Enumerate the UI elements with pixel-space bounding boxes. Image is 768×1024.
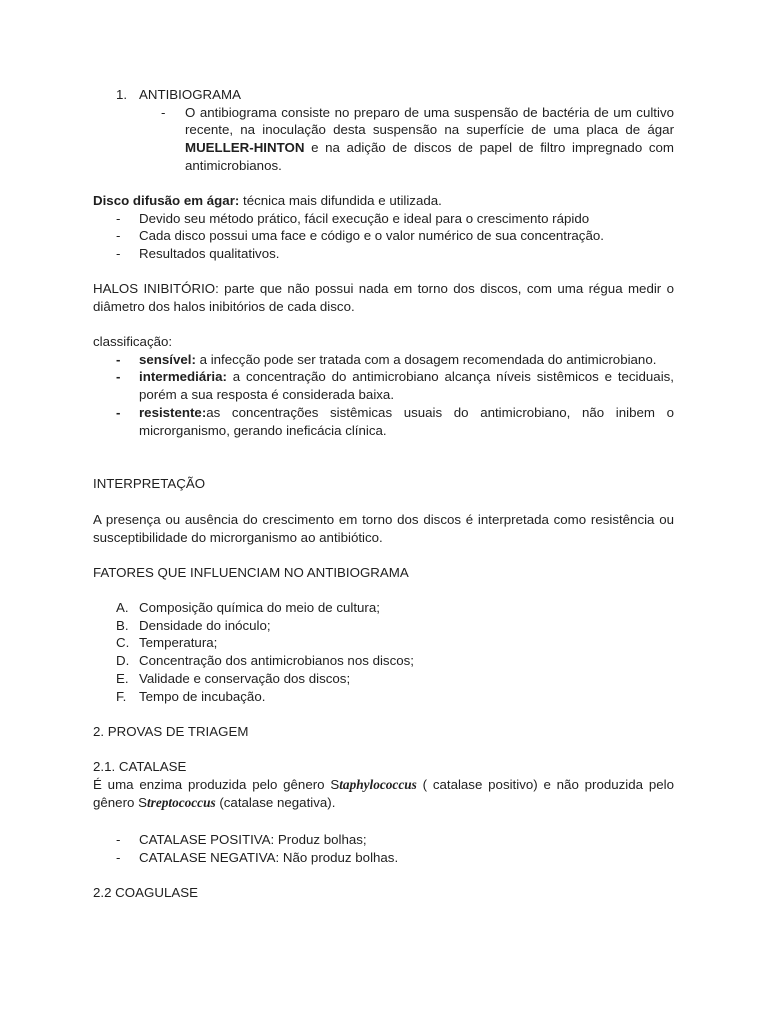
list-item-text: Temperatura;: [139, 635, 218, 651]
list-marker: D.: [116, 653, 130, 669]
section-antibiograma: [93, 86, 674, 175]
list-item: - Resultados qualitativos.: [93, 245, 674, 263]
item-text: a concentração do antimicrobiano alcança níveis sistêmicos e teciduais, porém a sua resposta é considerada baixa.: [139, 369, 674, 403]
list-item-text: Composição química do meio de cultura;: [139, 600, 380, 615]
list-marker: F.: [116, 688, 127, 704]
paragraph-text: O antibiograma consiste no preparo de uma suspensão de bactéria de um cultivo recente, na inoculação desta suspensão na superfície de uma placa de ágar: [185, 104, 674, 138]
list-item-text: CATALASE NEGATIVA: Não produz bolhas.: [139, 849, 399, 865]
bold-label: Disco difusão em ágar:: [93, 193, 240, 208]
item-text: a infecção pode ser tratada com a dosagem recomendada do antimicrobiano.: [195, 351, 657, 367]
section-disco-difusao: [93, 192, 674, 263]
bold-label: sensível:: [139, 351, 196, 367]
list-item-text: [139, 404, 674, 439]
list-marker: E.: [116, 670, 129, 686]
fatores-list: [93, 599, 674, 705]
section-title: 2. PROVAS DE TRIAGEM: [93, 724, 249, 739]
list-item-text: CATALASE POSITIVA: Produz bolhas;: [139, 832, 367, 847]
dash-marker: -: [161, 104, 166, 120]
genus-name: taphylococcus: [339, 777, 417, 792]
list-number: 1.: [116, 87, 128, 102]
paragraph-catalase: [93, 776, 674, 811]
list-marker: A.: [116, 600, 129, 615]
list-marker: C.: [116, 635, 130, 651]
list-marker: B.: [116, 617, 129, 633]
paragraph-text: (catalase negativa).: [215, 794, 336, 810]
paragraph-text: ( catalase positivo) e não produzida pelo gênero S: [93, 777, 674, 810]
list-item: - CATALASE NEGATIVA: Não produz bolhas.: [93, 849, 674, 867]
section-title: ANTIBIOGRAMA: [139, 87, 241, 102]
paragraph-antibiograma: [185, 104, 674, 175]
list-item-text: Concentração dos antimicrobianos nos discos;: [139, 653, 414, 669]
subsection-title: 2.1. CATALASE: [93, 759, 187, 774]
paragraph-text: É uma enzima produzida pelo gênero S: [93, 777, 340, 792]
list-item: [93, 670, 674, 688]
classificacao-title: classificação:: [93, 334, 173, 349]
paragraph-halos: HALOS INIBITÓRIO: parte que não possui nada em torno dos discos, com uma régua medir o diâmetro dos halos inibitórios de cada disco.: [93, 281, 674, 314]
list-item-text: Densidade do inóculo;: [139, 617, 271, 633]
list-item-text: [139, 368, 674, 403]
item-text: as concentrações sistêmicas usuais do antimicrobiano, não inibem o microrganismo, gerando ineficácia clínica.: [139, 404, 674, 438]
section-title: FATORES QUE INFLUENCIAM NO ANTIBIOGRAMA: [93, 565, 409, 580]
paragraph-text: e na adição de discos de papel de filtro impregnado com antimicrobianos.: [185, 140, 674, 173]
heading-text: técnica mais difundida e utilizada.: [239, 193, 442, 208]
list-item-text: Devido seu método prático, fácil execução e ideal para o crescimento rápido: [139, 210, 590, 226]
list-item-text: Validade e conservação dos discos;: [139, 670, 351, 686]
subsection-title: 2.2 COAGULASE: [93, 885, 198, 900]
list-item: - intermediária: a concentração do antimicrobiano alcança níveis sistêmicos e teciduais, porém a sua resposta é considerada baixa.: [116, 369, 674, 403]
section-classificacao: [93, 333, 674, 439]
bold-label: intermediária:: [139, 369, 227, 385]
list-item-text: Cada disco possui uma face e código e o valor numérico de sua concentração.: [139, 228, 604, 244]
list-item: [93, 652, 674, 670]
bold-term: MUELLER-HINTON: [185, 140, 305, 156]
list-item: - resistente:as concentrações sistêmicas usuais do antimicrobiano, não inibem o microrganismo, gerando ineficácia clínica.: [116, 404, 674, 438]
disco-heading: [93, 192, 674, 210]
list-item-text: Resultados qualitativos.: [139, 246, 280, 262]
list-item-text: [139, 351, 674, 369]
list-item: - sensível: a infecção pode ser tratada com a dosagem recomendada do antimicrobiano.: [93, 351, 674, 369]
list-item: - CATALASE POSITIVA: Produz bolhas;: [93, 831, 674, 849]
list-item: - Devido seu método prático, fácil execução e ideal para o crescimento rápido: [93, 210, 674, 228]
list-item: [93, 617, 674, 635]
list-item: [93, 688, 674, 706]
list-item: - Cada disco possui uma face e código e o valor numérico de sua concentração.: [93, 227, 674, 245]
list-item: [93, 634, 674, 652]
bold-label: resistente:: [139, 404, 207, 420]
section-title: INTERPRETAÇÃO: [93, 476, 206, 491]
list-item: [93, 599, 674, 617]
list-item-text: Tempo de incubação.: [139, 688, 266, 704]
genus-name: treptococcus: [146, 794, 216, 810]
paragraph-interpretacao: A presença ou ausência do crescimento em torno dos discos é interpretada como resistência ou susceptibilidade do microrganismo ao antibiótico.: [93, 512, 674, 545]
catalase-list: [93, 831, 674, 866]
